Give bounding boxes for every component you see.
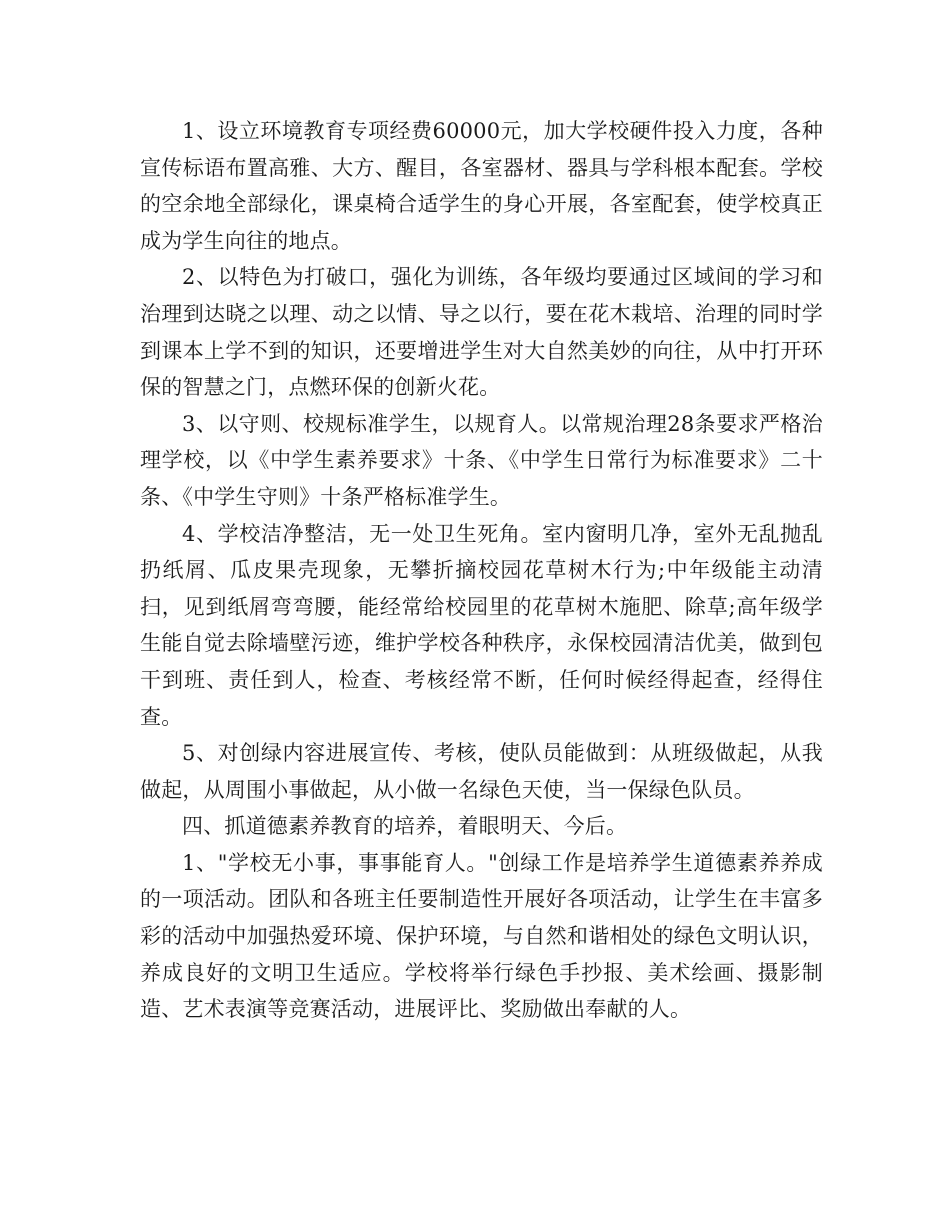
document-page	[140, 113, 823, 1028]
section-heading: 四、抓道德素养教育的培养，着眼明天、今后。	[182, 814, 628, 839]
paragraph-1: 1、设立环境教育专项经费60000元，加大学校硬件投入力度，各种宣传标语布置高雅、大方、醒目，各室器材、器具与学科根本配套。学校的空余地全部绿化，课桌椅合适学生的身心开展，各室配套，使学校真正成为学生向往的地点。	[140, 119, 823, 253]
paragraph-2: 2、以特色为打破口，强化为训练，各年级均要通过区域间的学习和治理到达晓之以理、动之以情、导之以行，要在花木栽培、治理的同时学到课本上学不到的知识，还要增进学生对大自然美妙的向往，从中打开环保的智慧之门，点燃环保的创新火花。	[140, 265, 823, 400]
paragraph-5: 5、对创绿内容进展宣传、考核，使队员能做到：从班级做起，从我做起，从周围小事做起，从小做一名绿色天使，当一保绿色队员。	[140, 741, 823, 802]
paragraph-3: 3、以守则、校规标准学生，以规育人。以常规治理28条要求严格治理学校，以《中学生素养要求》十条、《中学生日常行为标准要求》二十条、《中学生守则》十条严格标准学生。	[140, 411, 823, 509]
paragraph-4: 4、学校洁净整洁，无一处卫生死角。室内窗明几净，室外无乱抛乱扔纸屑、瓜皮果壳现象，无攀折摘校园花草树木行为;中年级能主动清扫，见到纸屑弯弯腰，能经常给校园里的花草树木施肥、除草;高年级学生能自觉去除墙壁污迹，维护学校各种秩序，永保校园清洁优美，做到包干到班、责任到人，检查、考核经常不断，任何时候经得起查，经得住查。	[140, 521, 823, 729]
paragraph-6: 1、"学校无小事，事事能育人。"创绿工作是培养学生道德素养养成的一项活动。团队和各班主任要制造性开展好各项活动，让学生在丰富多彩的活动中加强热爱环境、保护环境，与自然和谐相处的绿色文明认识，养成良好的文明卫生适应。学校将举行绿色手抄报、美术绘画、摄影制造、艺术表演等竞赛活动，进展评比、奖励做出奉献的人。	[140, 850, 823, 1022]
